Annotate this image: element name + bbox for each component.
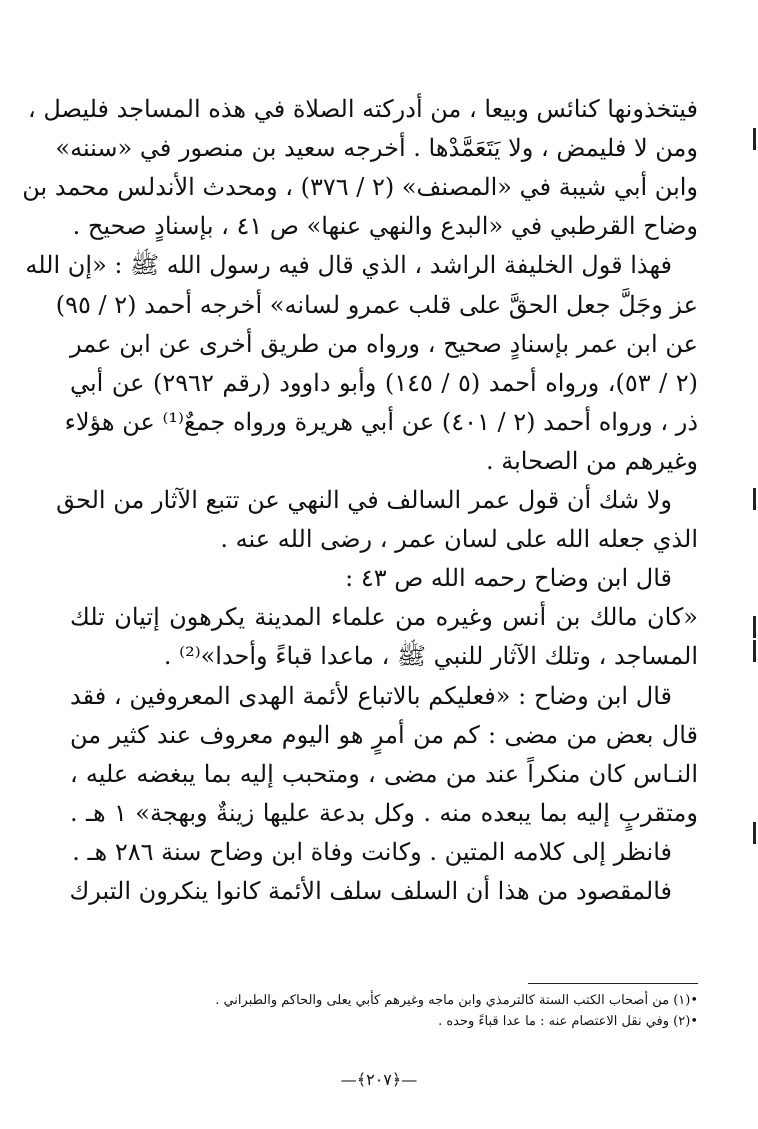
body-line: ومن لا فليمض ، ولا يَتَعَمَّدْها . أخرجه سعيد بن منصور في «سننه»	[55, 134, 698, 163]
body-line: قال ابن وضاح : «فعليكم بالاتباع لأئمة الهدى المعروفين ، فقد	[70, 681, 672, 710]
body-line: وغيرهم من الصحابة .	[485, 446, 698, 475]
body-line: عن ابن عمر بإسنادٍ صحيح ، ورواه من طريق أخرى عن ابن عمر	[70, 329, 698, 358]
body-line: ولا شك أن قول عمر السالف في النهي عن تتبع الآثار من الحق	[56, 486, 672, 514]
body-line: فهذا قول الخليفة الراشد ، الذي قال فيه رسول الله ﷺ : «إن الله	[25, 251, 672, 280]
body-line: (٢ / ٥٣)، ورواه أحمد (٥ / ١٤٥) وأبو داوود (رقم ٢٩٦٢) عن أبي	[70, 368, 698, 397]
scan-edge-mark	[753, 640, 756, 662]
body-line: وابن أبي شيبة في «المصنف» (٢ / ٣٧٦) ، ومحدث الأندلس محمد بن	[22, 173, 698, 202]
body-line: فيتخذونها كنائس وبيعا ، من أدركته الصلاة في هذه المساجد فليصل ،	[27, 95, 698, 123]
body-line: الذي جعله الله على لسان عمر ، رضى الله عنه .	[220, 525, 698, 554]
body-line: عز وجَلَّ جعل الحقَّ على قلب عمرو لسانه» أخرجه أحمد (٢ / ٩٥)	[55, 290, 698, 319]
body-line: وضاح القرطبي في «البدع والنهي عنها» ص ٤١ ، بإسنادٍ صحيح .	[72, 212, 698, 241]
footnote-divider	[528, 983, 698, 984]
body-line: ذر ، ورواه أحمد (٢ / ٤٠١) عن أبي هريرة ورواه جمعٌ⁽¹⁾ عن هؤلاء	[64, 407, 698, 436]
footnote-2: •(٢) وفي نقل الاعتصام عنه : ما عدا قباءً وحده .	[438, 1014, 698, 1029]
scan-edge-mark	[753, 616, 756, 638]
body-line: ومتقربٍ إليه بما يبعده منه . وكل بدعة عليها زينةٌ وبهجة» ١ هـ .	[70, 798, 698, 827]
body-line: قال بعض من مضى : كم من أمرٍ هو اليوم معروف عند كثير من	[70, 720, 698, 749]
scan-edge-mark	[753, 128, 756, 150]
scan-edge-mark	[753, 822, 756, 844]
quote-line: المساجد ، وتلك الآثار للنبي ﷺ ، ماعدا قباءً وأحدا»⁽²⁾ .	[163, 642, 698, 671]
quote-line: «كان مالك بن أنس وغيره من علماء المدينة يكرهون إتيان تلك	[70, 603, 698, 632]
body-line: فالمقصود من هذا أن السلف سلف الأئمة كانوا ينكرون التبرك	[69, 877, 672, 905]
page-number: —﴿٢٠٧﴾—	[340, 1070, 418, 1089]
body-line: فانظر إلى كلامه المتين . وكانت وفاة ابن وضاح سنة ٢٨٦ هـ .	[72, 837, 672, 866]
scan-edge-mark	[753, 488, 756, 510]
footnote-1: •(١) من أصحاب الكتب الستة كالترمذي وابن ماجه وغيرهم كأبي يعلى والحاكم والطبراني .	[215, 993, 698, 1008]
body-line: النـاس كان منكراً عند من مضى ، ومتحبب إليه بما يبغضه عليه ،	[70, 759, 698, 788]
body-line: قال ابن وضاح رحمه الله ص ٤٣ :	[345, 564, 672, 593]
